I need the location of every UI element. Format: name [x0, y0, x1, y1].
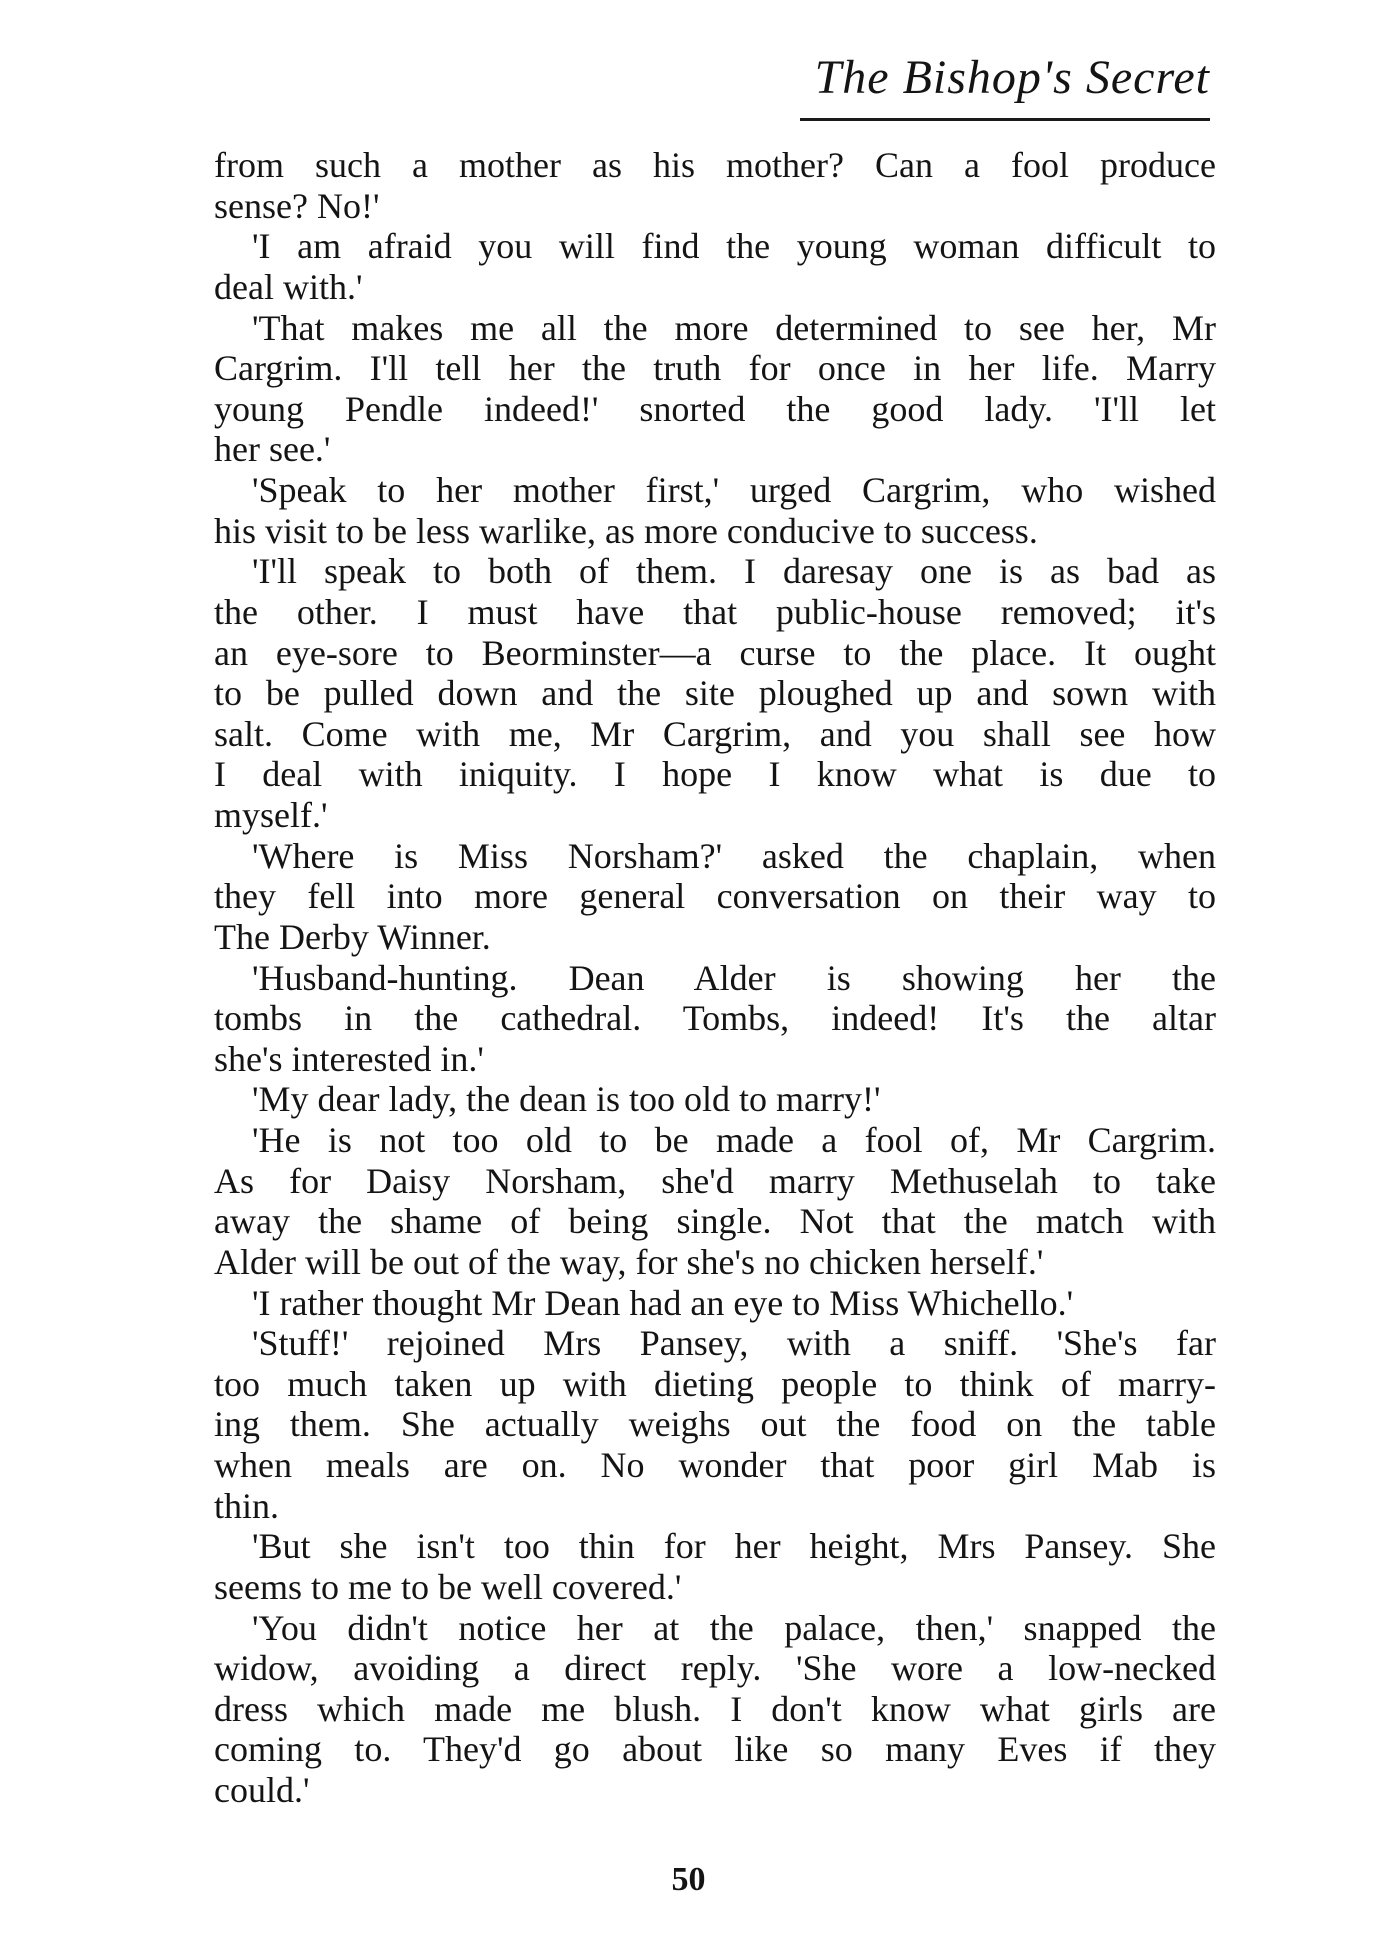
text-line: her see.' [214, 429, 331, 470]
page-number: 50 [671, 1861, 706, 1898]
text-line: coming to. They'd go about like so many Eves if they [214, 1729, 1216, 1770]
text-line: the other. I must have that public-house removed; it's [214, 591, 1216, 632]
text-line: Cargrim. I'll tell her the truth for once in her life. Marry [214, 348, 1216, 389]
text-line: myself.' [214, 795, 328, 835]
text-line: 'But she isn't too thin for her height, Mrs Pansey. She [252, 1526, 1216, 1567]
text-line: could.' [214, 1770, 310, 1810]
header-rule [800, 118, 1210, 121]
text-line: his visit to be less warlike, as more conducive to success. [214, 510, 1038, 551]
text-line: when meals are on. No wonder that poor girl Mab is [214, 1445, 1216, 1485]
text-line: 'I rather thought Mr Dean had an eye to Miss Whichello.' [252, 1282, 1074, 1323]
text-line: thin. [214, 1485, 280, 1526]
body-text [214, 145, 1216, 1811]
running-title: The Bishop's Secret [814, 51, 1210, 104]
text-line: ing them. She actually weighs out the food on the table [214, 1404, 1216, 1445]
text-line: The Derby Winner. [214, 916, 491, 957]
text-line: widow, avoiding a direct reply. 'She wore a low-necked [214, 1648, 1216, 1689]
text-line: an eye-sore to Beorminster—a curse to the place. It ought [214, 632, 1216, 673]
text-line: As for Daisy Norsham, she'd marry Methuselah to take [214, 1160, 1216, 1201]
text-line: seems to me to be well covered.' [214, 1566, 682, 1607]
text-line: 'You didn't notice her at the palace, then,' snapped the [252, 1607, 1216, 1648]
text-line: 'Where is Miss Norsham?' asked the chaplain, when [252, 835, 1216, 876]
text-line: 'My dear lady, the dean is too old to marry!' [252, 1079, 881, 1120]
text-line: 'That makes me all the more determined to see her, Mr [252, 307, 1216, 348]
text-line: 'Stuff!' rejoined Mrs Pansey, with a sniff. 'She's far [252, 1323, 1216, 1364]
text-line: 'I'll speak to both of them. I daresay one is as bad as [252, 551, 1216, 592]
text-line: too much taken up with dieting people to think of marry- [214, 1363, 1216, 1404]
text-line: salt. Come with me, Mr Cargrim, and you shall see how [214, 713, 1216, 754]
text-line: sense? No!' [214, 185, 380, 226]
text-line: she's interested in.' [214, 1038, 484, 1079]
text-line: deal with.' [214, 266, 363, 307]
text-line: to be pulled down and the site ploughed up and sown with [214, 673, 1216, 714]
text-line: I deal with iniquity. I hope I know what is due to [214, 754, 1216, 795]
running-head [780, 42, 1210, 124]
text-line: 'I am afraid you will find the young woman difficult to [252, 226, 1216, 267]
text-line: young Pendle indeed!' snorted the good lady. 'I'll let [214, 388, 1216, 429]
text-line: Alder will be out of the way, for she's no chicken herself.' [214, 1241, 1044, 1282]
text-line: they fell into more general conversation on their way to [214, 876, 1216, 917]
text-line: tombs in the cathedral. Tombs, indeed! It's the altar [214, 998, 1216, 1039]
text-line: 'He is not too old to be made a fool of, Mr Cargrim. [252, 1120, 1216, 1160]
text-line: 'Husband-hunting. Dean Alder is showing her the [252, 957, 1216, 998]
text-line: dress which made me blush. I don't know what girls are [214, 1688, 1216, 1729]
text-line: away the shame of being single. Not that the match with [214, 1201, 1216, 1242]
text-line: from such a mother as his mother? Can a fool produce [214, 145, 1216, 185]
text-line: 'Speak to her mother first,' urged Cargrim, who wished [252, 470, 1216, 510]
